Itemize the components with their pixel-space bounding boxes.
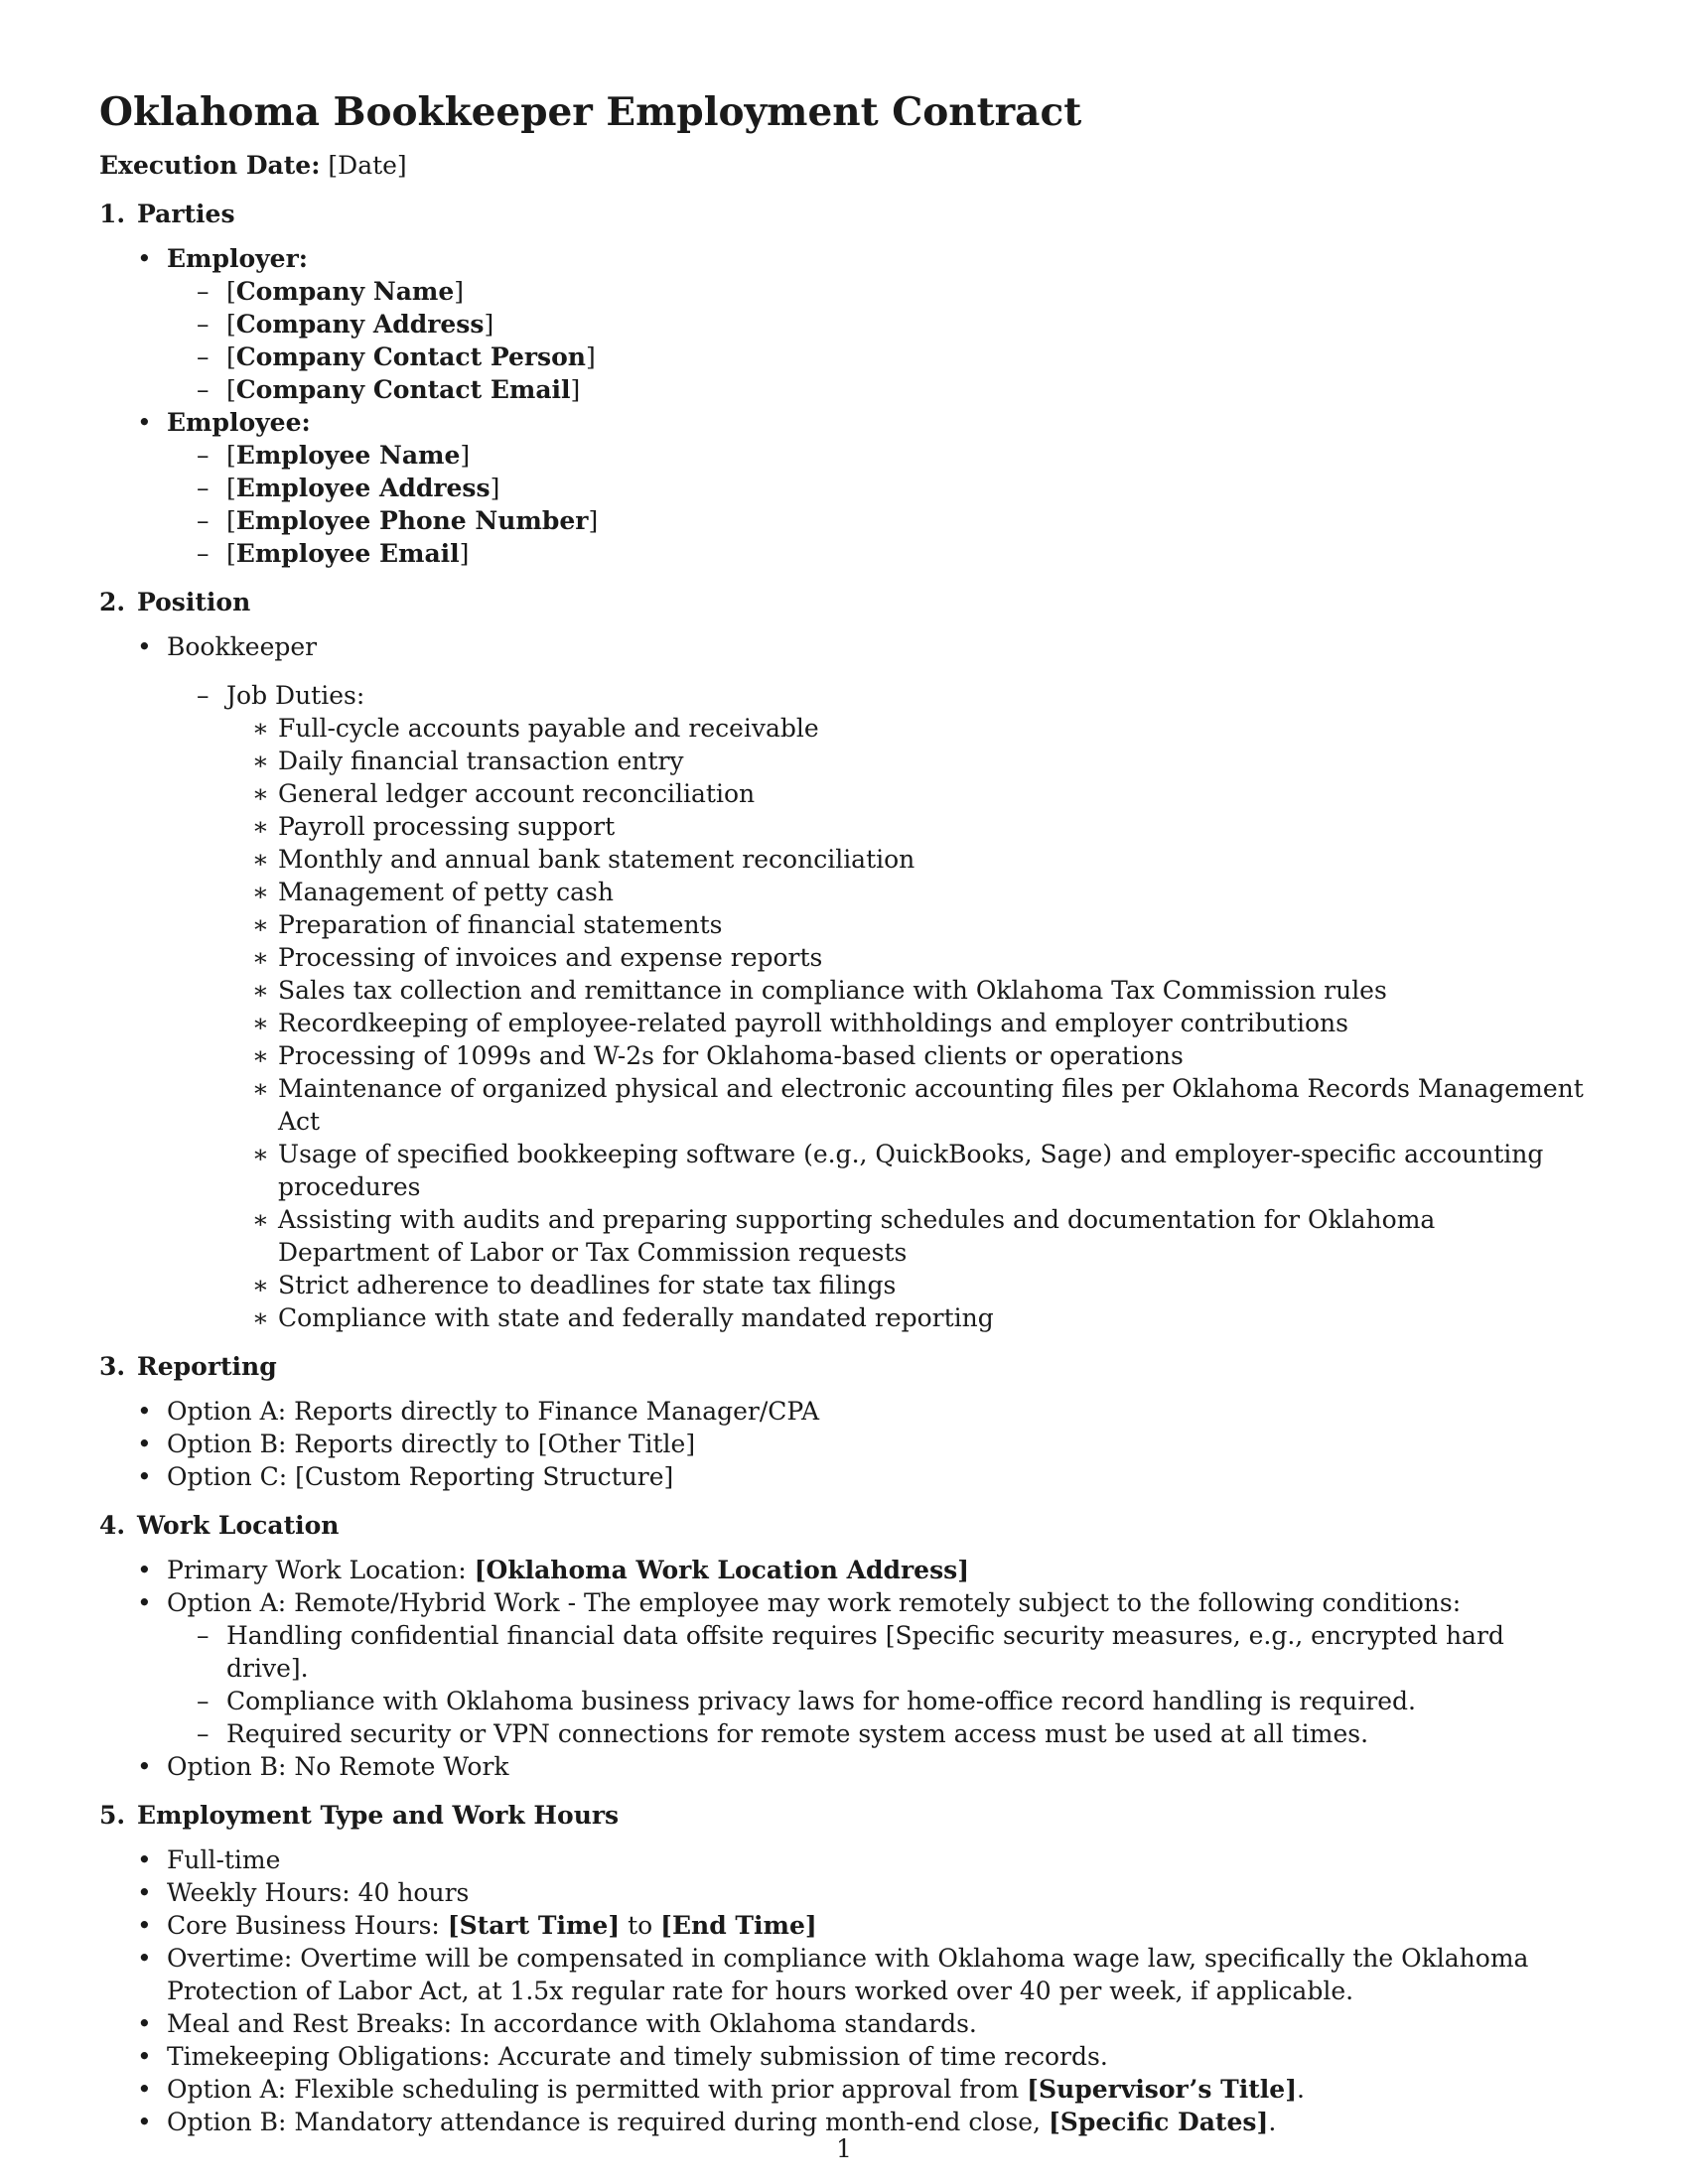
list-item: ∗ Payroll processing support [226, 810, 1589, 843]
employee-label: Employee: [167, 408, 311, 437]
primary-work-location: • Primary Work Location: [Oklahoma Work Location Address] [99, 1554, 1589, 1586]
core-hours-item: • Core Business Hours: [Start Time] to [End Time] [99, 1909, 1589, 1942]
list-item: • Timekeeping Obligations: Accurate and timely submission of time records. [99, 2040, 1589, 2073]
section-title: Position [137, 588, 251, 616]
list-item: – Required security or VPN connections for remote system access must be used at all times. [167, 1717, 1589, 1750]
list-item: – [Company Contact Email] [167, 373, 1589, 406]
execution-date-label: Execution Date: [99, 151, 321, 180]
section-parties-heading [99, 198, 1589, 230]
schedule-option-a: • Option A: Flexible scheduling is permitted with prior approval from [Supervisor’s Title]. [99, 2073, 1589, 2106]
section-title: Reporting [137, 1352, 277, 1381]
section-title: Employment Type and Work Hours [137, 1801, 620, 1830]
execution-date [99, 149, 1589, 182]
job-duties-label: Job Duties: [226, 681, 365, 710]
list-item: – [Company Name] [167, 275, 1589, 308]
page-number: 1 [836, 2134, 852, 2163]
list-item: ∗ Processing of 1099s and W-2s for Oklahoma-based clients or operations [226, 1039, 1589, 1072]
list-item: ∗ General ledger account reconciliation [226, 777, 1589, 810]
list-item: ∗ Sales tax collection and remittance in compliance with Oklahoma Tax Commission rules [226, 974, 1589, 1007]
list-item: – [Company Address] [167, 308, 1589, 341]
job-duties-list [226, 712, 1589, 1334]
remote-option-b: • Option B: No Remote Work [99, 1750, 1589, 1783]
position-item [99, 630, 1589, 1334]
section-number: 1. [99, 200, 126, 228]
position-list [99, 630, 1589, 1334]
list-item: – [Employee Email] [167, 537, 1589, 570]
list-item: • Option B: Reports directly to [Other Title] [99, 1428, 1589, 1460]
section-title: Work Location [137, 1511, 340, 1540]
list-item: ∗ Usage of specified bookkeeping software (e.g., QuickBooks, Sage) and employer-specific accounting procedures [226, 1138, 1589, 1203]
reporting-list [99, 1395, 1589, 1493]
list-item: – [Company Contact Person] [167, 341, 1589, 373]
list-item: • Meal and Rest Breaks: In accordance with Oklahoma standards. [99, 2007, 1589, 2040]
list-item: ∗ Daily financial transaction entry [226, 745, 1589, 777]
position-title: • Bookkeeper [167, 632, 318, 661]
job-duties-item [167, 679, 1589, 1334]
employer-item [99, 242, 1589, 406]
section-number: 2. [99, 588, 126, 616]
list-item: – Handling confidential financial data offsite requires [Specific security measures, e.g., encrypted hard drive]. [167, 1619, 1589, 1685]
section-reporting-heading [99, 1350, 1589, 1383]
list-item: ∗ Compliance with state and federally mandated reporting [226, 1301, 1589, 1334]
section-employment-type-heading [99, 1799, 1589, 1832]
section-work-location-heading [99, 1509, 1589, 1542]
employee-item [99, 406, 1589, 570]
list-item: • Full-time [99, 1843, 1589, 1876]
list-item: • Option A: Reports directly to Finance Manager/CPA [99, 1395, 1589, 1428]
section-number: 5. [99, 1801, 126, 1830]
list-item: – [Employee Name] [167, 439, 1589, 472]
list-item: ∗ Assisting with audits and preparing supporting schedules and documentation for Oklahoma Department of Labor or Tax Commission requests [226, 1203, 1589, 1269]
list-item: ∗ Maintenance of organized physical and electronic accounting files per Oklahoma Records Management Act [226, 1072, 1589, 1138]
document-title: Oklahoma Bookkeeper Employment Contract [99, 89, 1082, 135]
section-position-heading [99, 586, 1589, 618]
list-item: – Compliance with Oklahoma business privacy laws for home-office record handling is required. [167, 1685, 1589, 1717]
list-item: ∗ Preparation of financial statements [226, 908, 1589, 941]
list-item: – [Employee Phone Number] [167, 504, 1589, 537]
section-number: 4. [99, 1511, 126, 1540]
section-title: Parties [137, 200, 235, 228]
execution-date-value: [Date] [328, 151, 407, 180]
list-item: ∗ Strict adherence to deadlines for state tax filings [226, 1269, 1589, 1301]
schedule-option-b: • Option B: Mandatory attendance is required during month-end close, [Specific Dates]. [99, 2106, 1589, 2138]
list-item: ∗ Monthly and annual bank statement reconciliation [226, 843, 1589, 876]
section-number: 3. [99, 1352, 126, 1381]
list-item: ∗ Processing of invoices and expense reports [226, 941, 1589, 974]
list-item: • Option C: [Custom Reporting Structure] [99, 1460, 1589, 1493]
list-item: • Weekly Hours: 40 hours [99, 1876, 1589, 1909]
remote-option-a: • Option A: Remote/Hybrid Work - The employee may work remotely subject to the following conditions: – Handling confidential financial data offsite requires [Specific security measures, e.g., encrypted hard drive]. – Compliance with Oklahoma business privacy laws for home-office record handling is required. – Required security or VPN connections for remote system access must be used at all times. [99, 1586, 1589, 1750]
employment-type-list [99, 1843, 1589, 2138]
list-item: – [Employee Address] [167, 472, 1589, 504]
list-item: ∗ Full-cycle accounts payable and receivable [226, 712, 1589, 745]
list-item: ∗ Management of petty cash [226, 876, 1589, 908]
list-item: • Overtime: Overtime will be compensated in compliance with Oklahoma wage law, specifically the Oklahoma Protection of Labor Act, at 1.5x regular rate for hours worked over 40 per week, if applicable. [99, 1942, 1589, 2007]
employer-label: Employer: [167, 244, 308, 273]
work-location-list [99, 1554, 1589, 1783]
parties-list [99, 242, 1589, 570]
document-page [99, 87, 1589, 2138]
list-item: ∗ Recordkeeping of employee-related payroll withholdings and employer contributions [226, 1007, 1589, 1039]
